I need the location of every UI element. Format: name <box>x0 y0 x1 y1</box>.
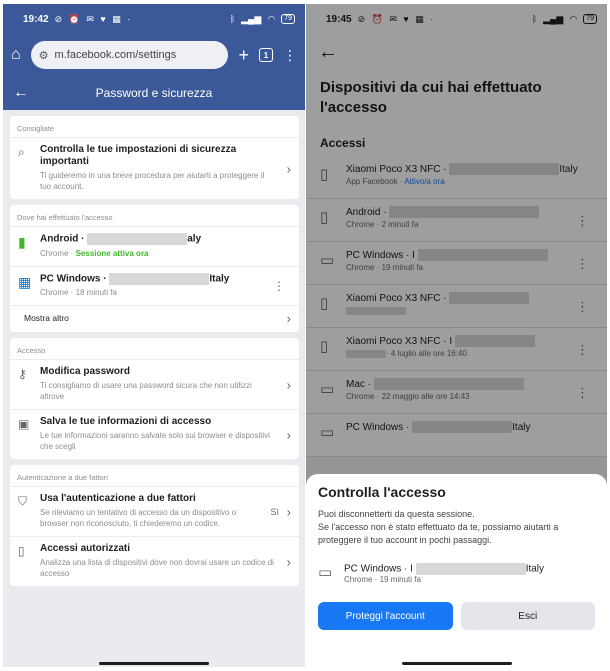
page-header <box>3 76 305 110</box>
page-title: Password e sicurezza <box>95 86 213 100</box>
signal-icon: ▂▄▆ <box>241 13 262 24</box>
wifi-icon: ◠ <box>267 13 276 24</box>
device-location: Italy <box>559 164 578 175</box>
chevron-right-icon: › <box>286 554 291 570</box>
item-title: Usa l'autenticazione a due fattori <box>40 493 196 505</box>
new-tab-icon[interactable]: + <box>238 44 249 65</box>
battery-icon: 79 <box>583 14 597 24</box>
device-location: Italy <box>209 273 230 285</box>
monitor-icon: ▭ <box>320 424 335 441</box>
android-phone-icon: ▮ <box>18 234 26 250</box>
sheet-device <box>318 563 595 584</box>
device-last-active: Chrome · 2 minuti fa <box>346 220 419 229</box>
more-options-icon[interactable]: ⋮ <box>576 256 589 271</box>
device-name: PC Windows · <box>346 422 410 433</box>
gesture-nav-bar[interactable] <box>99 662 209 665</box>
monitor-icon: ▭ <box>320 381 335 398</box>
redacted-location <box>109 273 209 285</box>
section-label: Dove hai effettuato l'accesso <box>17 213 113 222</box>
bottom-sheet <box>306 474 607 667</box>
chevron-right-icon: › <box>286 377 291 393</box>
item-desc: Ti guideremo in una breve procedura per aiutarti a proteggere il tuo account. <box>40 171 265 191</box>
home-icon[interactable]: ⌂ <box>11 46 21 63</box>
login-item-pc-windows[interactable] <box>10 266 299 306</box>
gesture-nav-bar[interactable] <box>402 662 512 665</box>
phone-icon: ▯ <box>320 166 329 183</box>
windows-monitor-icon: ▦ <box>18 273 32 290</box>
shield-icon: ⛉ <box>18 494 28 509</box>
device-last-active: Chrome · 19 minuti fa <box>346 263 423 272</box>
device-name: PC Windows · I <box>344 563 413 575</box>
device-name: Xiaomi Poco X3 NFC · <box>346 293 447 304</box>
authorized-logins-item[interactable] <box>10 536 299 586</box>
item-title: Modifica password <box>40 366 131 378</box>
back-arrow-icon[interactable]: ← <box>13 84 29 101</box>
left-phone-screen <box>3 4 305 667</box>
device-key-icon: ▯ <box>18 544 25 559</box>
recommended-card <box>10 116 299 199</box>
settings-body <box>3 110 305 586</box>
more-options-icon[interactable]: ⋮ <box>576 342 589 357</box>
monitor-icon: ▭ <box>320 252 335 269</box>
item-title: Accessi autorizzati <box>40 543 131 555</box>
two-factor-status: Sì <box>270 506 279 517</box>
status-time: 19:42 <box>23 13 49 25</box>
tab-switcher-button[interactable]: 1 <box>259 48 273 62</box>
device-name: Android · <box>40 233 85 245</box>
bluetooth-icon: ᛒ <box>229 14 236 24</box>
device-location: aly <box>187 233 202 245</box>
phone-icon: ▯ <box>320 295 329 312</box>
device-last-active: Chrome · 22 maggio alle ore 14:43 <box>346 392 470 401</box>
device-name: PC Windows · I <box>346 250 415 261</box>
chevron-right-icon: › <box>286 427 291 443</box>
profile-card-icon: ▣ <box>18 417 30 432</box>
device-name: Xiaomi Poco X3 NFC · I <box>346 336 453 347</box>
more-options-icon[interactable]: ⋮ <box>576 213 589 228</box>
item-desc: Se rileviamo un tentativo di accesso da un dispositivo o browser non riconosciuto, ti chiederemo un codice. <box>40 508 237 529</box>
chevron-right-icon: › <box>286 310 291 326</box>
section-label: Autenticazione a due fattori <box>17 473 108 483</box>
item-title: Salva le tue informazioni di accesso <box>40 416 212 428</box>
logins-card <box>10 205 299 332</box>
section-title: Accessi <box>306 132 607 156</box>
login-item-android[interactable] <box>10 226 299 266</box>
secure-account-button[interactable]: Proteggi l'account <box>318 602 453 630</box>
settings-tune-icon[interactable]: ⚙ <box>38 49 49 62</box>
device-last-active: · 4 luglio alle ore 16:40 <box>386 349 467 358</box>
search-list-icon: ⌕ <box>18 145 25 159</box>
notification-icons: ⊘ ⏰ ✉ ♥ ▦ · <box>54 13 133 24</box>
bluetooth-icon: ᛒ <box>531 14 538 24</box>
back-arrow-icon[interactable]: ← <box>318 40 338 63</box>
item-title: Controlla le tue impostazioni di sicurezza importanti <box>40 144 237 167</box>
item-desc: Analizza una lista di dispositivi dove non dovrai usare un codice di accesso <box>40 558 274 579</box>
more-options-icon[interactable]: ⋮ <box>576 385 589 400</box>
status-time: 19:45 <box>326 13 352 25</box>
battery-icon: 79 <box>281 14 295 24</box>
show-more-label: Mostra altro <box>24 313 69 324</box>
redacted-location <box>416 563 526 575</box>
more-menu-icon[interactable]: ⋮ <box>283 46 297 63</box>
device-browser: Chrome · 18 minuti fa <box>40 288 117 298</box>
active-session-text: Sessione attiva ora <box>75 248 149 258</box>
page-title: Dispositivi da cui hai effettuato l'accesso <box>306 70 607 132</box>
sheet-text-1: Puoi disconnetterti da questa sessione. <box>318 509 475 519</box>
wifi-icon: ◠ <box>569 13 578 24</box>
device-location: Italy <box>525 563 545 575</box>
item-desc: Ti consigliamo di usare una password sicura che non utilizzi altrove <box>40 381 252 402</box>
phone-icon: ▯ <box>320 338 329 355</box>
status-bar <box>3 4 305 34</box>
access-card <box>10 338 299 459</box>
sheet-title: Controlla l'accesso <box>318 484 446 500</box>
phone-icon: ▯ <box>320 209 329 226</box>
redacted-location <box>87 233 187 245</box>
show-more-link[interactable] <box>10 305 299 332</box>
device-name: PC Windows · <box>40 273 107 285</box>
device-browser: Chrome · <box>40 248 74 258</box>
right-phone-screen <box>306 4 607 667</box>
security-checkup-item[interactable] <box>10 137 299 199</box>
url-text: m.facebook.com/settings <box>54 49 177 61</box>
two-factor-card <box>10 465 299 586</box>
more-options-icon[interactable]: ⋮ <box>576 299 589 314</box>
signal-icon: ▂▄▆ <box>543 13 564 24</box>
two-factor-item[interactable] <box>10 486 299 536</box>
more-options-icon[interactable]: ⋮ <box>273 278 285 293</box>
system-icons <box>230 14 295 25</box>
notification-icons: ⊘ ⏰ ✉ ♥ ▦ · <box>357 13 436 24</box>
device-name: Mac · <box>346 379 371 390</box>
section-label: Consigliate <box>17 124 55 133</box>
sheet-buttons <box>318 602 595 630</box>
chevron-right-icon: › <box>286 161 291 176</box>
device-location: Italy <box>512 422 531 433</box>
device-last-active: Chrome · 19 minuti fa <box>344 575 421 584</box>
section-label: Accesso <box>17 346 46 356</box>
chevron-right-icon: › <box>286 504 291 520</box>
address-bar[interactable] <box>31 41 229 69</box>
active-now-text: Attivo/a ora <box>404 177 445 186</box>
device-app: App Facebook · <box>346 177 403 186</box>
sheet-text-2: Se l'accesso non è stato effettuato da te, possiamo aiutarti a proteggere il tuo account in pochi passaggi. <box>318 522 559 545</box>
device-name: Xiaomi Poco X3 NFC · <box>346 164 447 175</box>
log-out-button[interactable]: Esci <box>461 602 596 630</box>
monitor-icon: ▭ <box>318 564 333 581</box>
key-icon: ⚷ <box>18 367 27 382</box>
browser-toolbar <box>3 34 305 76</box>
item-desc: Le tue informazioni saranno salvate solo sui browser e dispositivi che scegli <box>40 431 270 452</box>
change-password-item[interactable] <box>10 359 299 409</box>
save-login-info-item[interactable] <box>10 409 299 459</box>
device-name: Android · <box>346 207 387 218</box>
